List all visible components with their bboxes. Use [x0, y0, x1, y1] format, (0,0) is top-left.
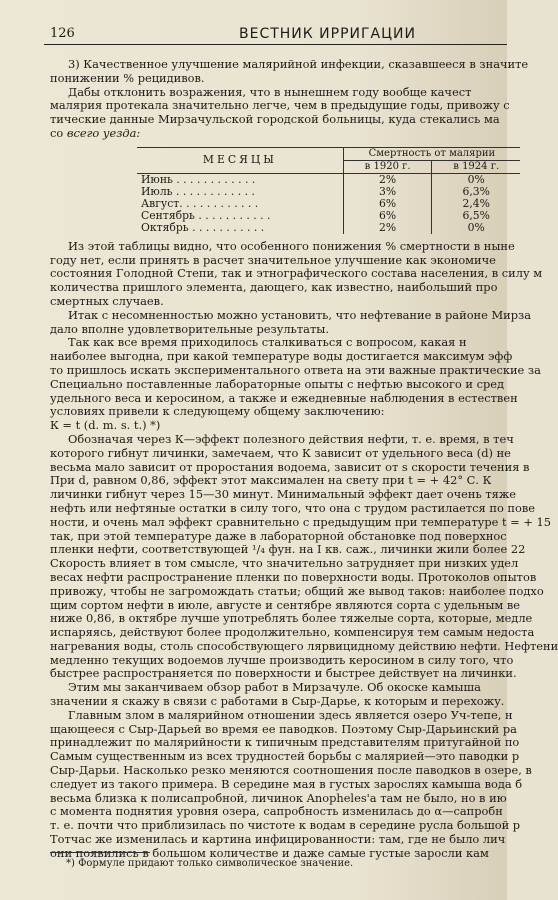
text-line: состояния Голодной Степи, так и этнографического состава населения, в силу м [50, 266, 543, 281]
text-line: следует из такого примера. В середине мая в густых зарослях камыша вода б [50, 776, 523, 791]
page-number: 126 [50, 26, 75, 41]
text-line: Главным злом в малярийном отношении здесь является озеро Уч-тепе, н [68, 707, 513, 722]
text-line: тические данные Мирзачульской городской больницы, куда стекались ма [50, 112, 500, 127]
text-line: привожу, чтобы не загромождать статьи; общий же вывод таков: наиболее подхо [50, 583, 544, 598]
value-cell: 0% [432, 222, 520, 234]
paragraph-conclusion-table [50, 238, 543, 309]
value-cell: 6,3% [432, 186, 520, 198]
text-line: медленно текущих водоемов лучше производить керосином в силу того, что [50, 652, 514, 667]
footnote: *) Формуле придают только символическое значение. [66, 858, 354, 869]
mortality-table [137, 147, 520, 234]
value-cell: 2,4% [432, 198, 520, 210]
value-cell: 2% [343, 173, 432, 186]
text-line: так, при этой температуре даже в лабораторной обстановке под поверхнос [50, 528, 507, 543]
value-cell: 6% [343, 198, 432, 210]
paragraph-syr-darya [50, 707, 532, 861]
article-body [50, 57, 558, 861]
text-line: ности, и очень мал эффект сравнительно с предыдущим при температуре t = + 15 [50, 514, 552, 529]
text-line: условиях привели к следующему общему заключению: [50, 404, 385, 419]
text-line: принадлежит по малярийности к типичным представителям притугайной по [50, 735, 520, 750]
text-line-start: со [50, 125, 64, 140]
text-line: малярия протекала значительно легче, чем в предыдущие годы, привожу с [50, 98, 510, 113]
text-line: весьма близка к полисапробной, личинок Anopheles'а там не было, но в ию [50, 790, 507, 805]
text-line: личинки гибнут через 15—30 минут. Минимальный эффект дает очень тяже [50, 487, 517, 502]
table-row [137, 210, 520, 222]
text-line: Скорость влияет в том смысле, что значительно затрудняет при низких удел [50, 556, 519, 571]
text-line: году нет, если принять в расчет значительное улучшение как экономиче [50, 252, 496, 267]
text-line: Этим мы заканчиваем обзор работ в Мирзачуле. Об окоске камыша [68, 680, 481, 695]
months-header: МЕСЯЦЫ [137, 147, 343, 173]
year-1924-header: в 1924 г. [432, 160, 520, 173]
text-line: Специально поставленные лабораторные опыты с нефтью высокого и сред [50, 376, 505, 391]
text-line: нефть или нефтяные остатки в силу того, что она с трудом растилается по пове [50, 500, 536, 515]
year-1920-header: в 1920 г. [343, 160, 432, 173]
text-line: быстрее распространяется по поверхности и быстрее действует на личинки. [50, 666, 517, 681]
text-line: нагревания воды, столь способствующего лярвицидному действию нефти. Нефтени [50, 638, 558, 653]
italic-phrase: всего уезда: [66, 125, 141, 140]
value-cell: 6,5% [432, 210, 520, 222]
text-line: Из этой таблицы видно, что особенного понижения % смертности в ныне [68, 238, 515, 253]
text-line: дало вполне удовлетворительные результаты. [50, 321, 329, 336]
text-line: Дабы отклонить возражения, что в нынешнем году вообще качест [68, 84, 472, 99]
footnote-rule [50, 852, 150, 853]
month-cell: Июль . . . . . . . . . . . . [141, 184, 255, 198]
text-line: щим сортом нефти в июле, августе и сентябре являются сорта с удельным ве [50, 597, 521, 612]
table-row [137, 186, 520, 198]
text-line: понижении % рецидивов. [50, 70, 205, 85]
text-line: Сыр-Дарьи. Насколько резко меняются соотношения после паводков в озере, в [50, 763, 532, 778]
text-line: Итак с несомненностью можно установить, что нефтевание в районе Мирза [68, 307, 532, 322]
text-line: щающееся с Сыр-Дарьей во время ее паводков. Поэтому Сыр-Дарьинский ра [50, 721, 517, 736]
text-line: пленки нефти, соответствующей ¹/₄ фун. на I кв. саж., личинки жили более 22 [50, 542, 526, 557]
text-line: значении я скажу в связи с работами в Сыр-Дарье, к которым и перехожу. [50, 694, 505, 709]
text-line: При d, равном 0,86, эффект этот максимален на свету при t = + 42° С. К [50, 473, 492, 488]
table-row [137, 173, 520, 186]
journal-title: ВЕСТНИК ИРРИГАЦИИ [239, 26, 416, 42]
text-line: 3) Качественное улучшение малярийной инфекции, сказавшееся в значите [68, 57, 529, 71]
table-row [137, 222, 520, 234]
value-cell: 3% [343, 186, 432, 198]
text-line: ниже 0,86, в октябре лучше употреблять более тяжелые сорта, которые, медле [50, 611, 533, 626]
month-cell: Июнь . . . . . . . . . . . . [141, 172, 256, 186]
text-line: наиболее выгодна, при какой температуре воды достигается максимум эфф [50, 349, 513, 364]
paragraph-result [50, 307, 532, 337]
text-line: количества пришлого элемента, дающего, как известно, наибольший про [50, 280, 498, 295]
month-cell: Октябрь . . . . . . . . . . . [141, 220, 265, 234]
table-row [137, 198, 520, 210]
month-cell: Сентябрь . . . . . . . . . . . [141, 208, 271, 222]
text-line: Тотчас же изменилась и картина инфицированности: там, где не было лич [50, 832, 506, 847]
text-line: они появились в большом количестве и даже самые густые заросли кам [50, 845, 489, 860]
text-line: с момента поднятия уровня озера, сапробность изменилась до α—сапробн [50, 804, 503, 819]
value-cell: 2% [343, 222, 432, 234]
text-line: т. е. почти что приблизилась по чистоте к водам в середине русла большой р [50, 818, 521, 833]
text-line: Обозначая через К—эффект полезного действия нефти, т. е. время, в теч [68, 431, 514, 446]
paragraph-mirzachul-end [50, 681, 520, 709]
text-line: которого гибнут личинки, замечаем, что К зависит от удельного веса (d) не [50, 445, 511, 460]
formula: К = t (d. m. s. t.) *) [50, 418, 161, 433]
text-line: то пришлось искать экспериментального ответа на эти важные практические за [50, 362, 541, 377]
value-cell: 0% [432, 173, 520, 186]
month-cell: Август. . . . . . . . . . . . [141, 196, 259, 210]
mortality-header: Смертность от малярии [343, 147, 520, 160]
running-header [44, 26, 507, 45]
text-line: Самым существенным из всех трудностей борьбы с малярией—это паводки р [50, 749, 520, 764]
text-line [50, 127, 520, 141]
paragraph-effect [50, 431, 558, 681]
value-cell: 6% [343, 210, 432, 222]
paragraph-experiments [50, 335, 541, 419]
text-line: Так как все время приходилось сталкиваться с вопросом, какая н [68, 335, 467, 350]
text-line: испаряясь, действуют более продолжительно, компенсируя тем самым недоста [50, 625, 535, 640]
text-line: смертных случаев. [50, 293, 164, 308]
text-line: удельного веса и керосином, а также и ежедневные наблюдения в естествен [50, 390, 518, 405]
text-line: весьма мало зависит от пророcтания водоема, зависит от s скорости течения в [50, 459, 530, 474]
text-line: весах нефти распространение пленки по поверхности воды. Протоколов опытов [50, 569, 537, 584]
